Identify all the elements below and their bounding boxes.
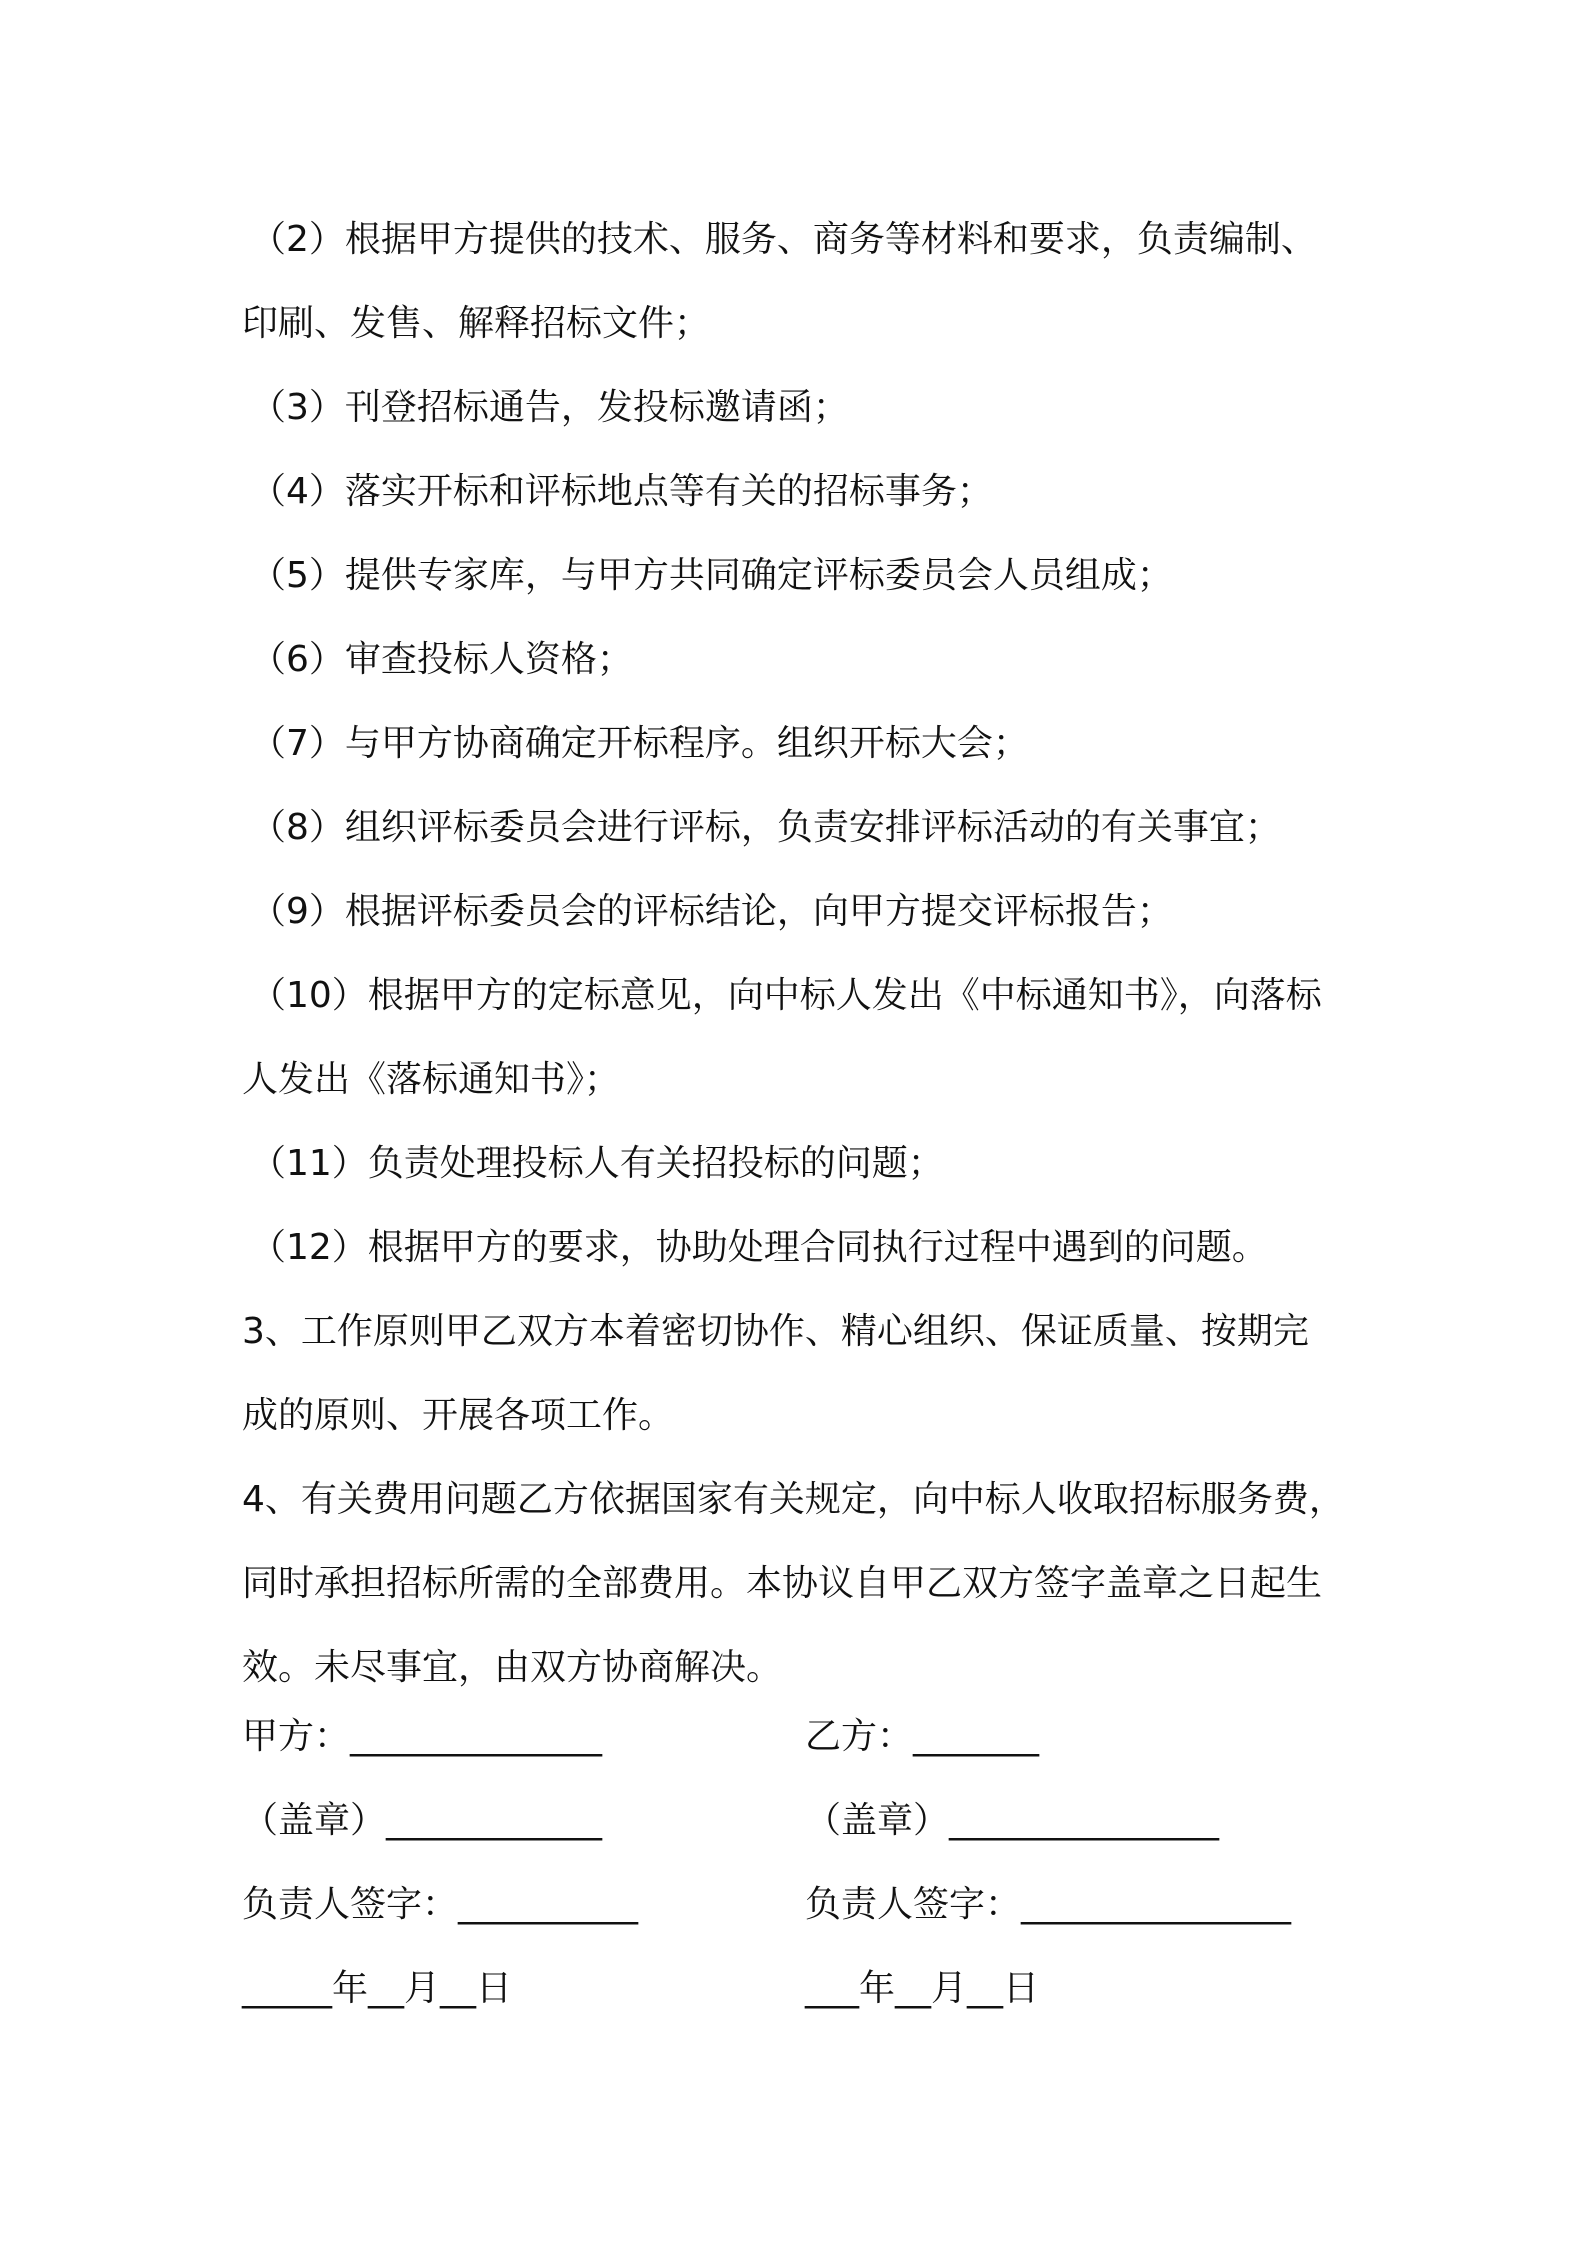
clause-9: （9）根据评标委员会的评标结论，向甲方提交评标报告；	[250, 891, 1173, 932]
clause-11: （11）负责处理投标人有关招投标的问题；	[250, 1143, 944, 1184]
section-4-line-2: 同时承担招标所需的全部费用。本协议自甲乙双方签字盖章之日起生	[242, 1563, 1323, 1604]
clause-2-line-2: 印刷、发售、解释招标文件；	[242, 303, 711, 344]
clause-5: （5）提供专家库，与甲方共同确定评标委员会人员组成；	[250, 555, 1173, 596]
party-b-field: 乙方：_______	[805, 1716, 1040, 1757]
party-row	[242, 1695, 1362, 1779]
clause-6: （6）审查投标人资格；	[250, 639, 633, 680]
date-b-field: ___年__月__日	[805, 1968, 1040, 2009]
clause-7: （7）与甲方协商确定开标程序。组织开标大会；	[250, 723, 1029, 764]
section-3-line-2: 成的原则、开展各项工作。	[242, 1395, 675, 1436]
agreement-body	[242, 198, 1362, 1710]
clause-8: （8）组织评标委员会进行评标，负责安排评标活动的有关事宜；	[250, 807, 1281, 848]
clause-12: （12）根据甲方的要求，协助处理合同执行过程中遇到的问题。	[250, 1227, 1268, 1268]
section-4-line-3: 效。未尽事宜，由双方协商解决。	[242, 1647, 783, 1688]
clause-10-line-1: （10）根据甲方的定标意见，向中标人发出《中标通知书》，向落标	[250, 975, 1322, 1016]
signer-a-field: 负责人签字：__________	[242, 1884, 639, 1925]
date-a-field: _____年__月__日	[242, 1968, 513, 2009]
clause-10-line-2: 人发出《落标通知书》；	[242, 1059, 621, 1100]
signer-row	[242, 1863, 1362, 1947]
clause-4: （4）落实开标和评标地点等有关的招标事务；	[250, 471, 993, 512]
seal-b-field: （盖章）_______________	[805, 1800, 1220, 1841]
signer-b-field: 负责人签字：_______________	[805, 1884, 1292, 1925]
clause-2-line-1: （2）根据甲方提供的技术、服务、商务等材料和要求，负责编制、	[250, 219, 1317, 260]
date-row	[242, 1947, 1362, 2031]
section-3-line-1: 3、工作原则甲乙双方本着密切协作、精心组织、保证质量、按期完	[242, 1311, 1309, 1352]
party-a-field: 甲方：______________	[242, 1716, 603, 1757]
clause-3: （3）刊登招标通告，发投标邀请函；	[250, 387, 849, 428]
seal-a-field: （盖章）____________	[242, 1800, 603, 1841]
seal-row	[242, 1779, 1362, 1863]
signature-block	[242, 1695, 1362, 2031]
section-4-line-1: 4、有关费用问题乙方依据国家有关规定，向中标人收取招标服务费，	[242, 1479, 1345, 1520]
